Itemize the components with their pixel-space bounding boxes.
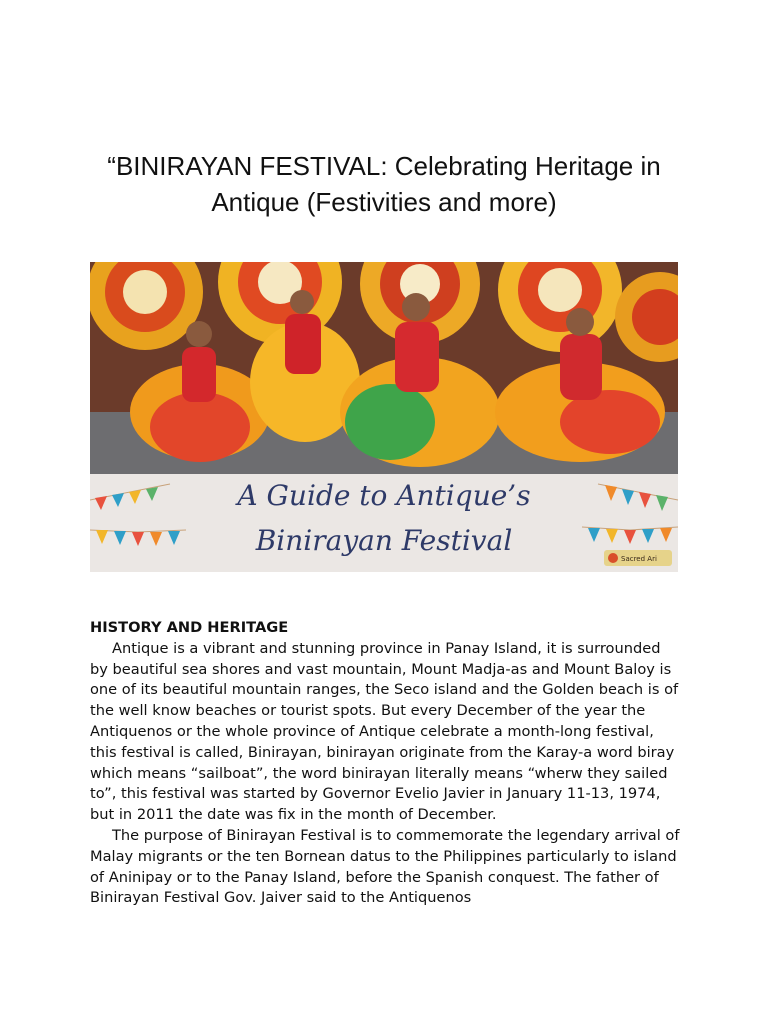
logo-text: Sacred Ari xyxy=(621,555,657,563)
festival-photo-illustration xyxy=(90,262,678,572)
banner-caption-line1: A Guide to Antique’s xyxy=(237,479,531,512)
paragraph: Antique is a vibrant and stunning province in Panay Island, it is surrounded by beautiful sea shores and vast mountain, Mount Madja-as and Mount Baloy is one of its beautiful mountain ranges, the Seco island and the Golden beach is of the well know beaches or tourist spots. But every December of the year the Antiquenos or the whole province of Antique celebrate a month-long festival, this festival is called, Binirayan, binirayan originate from the Karay-a word biray which means “sailboat”, the word binirayan literally means “wherw they sailed to”, this festival was started by Governor Evelio Javier in January 11-13, 1974, but in 2011 the date was fix in the month of December. xyxy=(90,639,679,824)
paragraph: The purpose of Binirayan Festival is to commemorate the legendary arrival of Malay migrants or the ten Bornean datus to the Philippines particularly to island of Aninipay or to the Panay Island, before the Spanish conquest. The father of Binirayan Festival Gov. Jaiver said to the Antiquenos xyxy=(90,826,680,907)
history-heritage-section xyxy=(90,618,680,909)
banner-caption-line2: Binirayan Festival xyxy=(255,524,513,557)
section-heading: HISTORY AND HERITAGE xyxy=(90,619,289,636)
logo-icon xyxy=(608,553,618,563)
document-title: “BINIRAYAN FESTIVAL: Celebrating Heritage in Antique (Festivities and more) xyxy=(107,151,661,217)
festival-hero-image xyxy=(90,262,678,572)
